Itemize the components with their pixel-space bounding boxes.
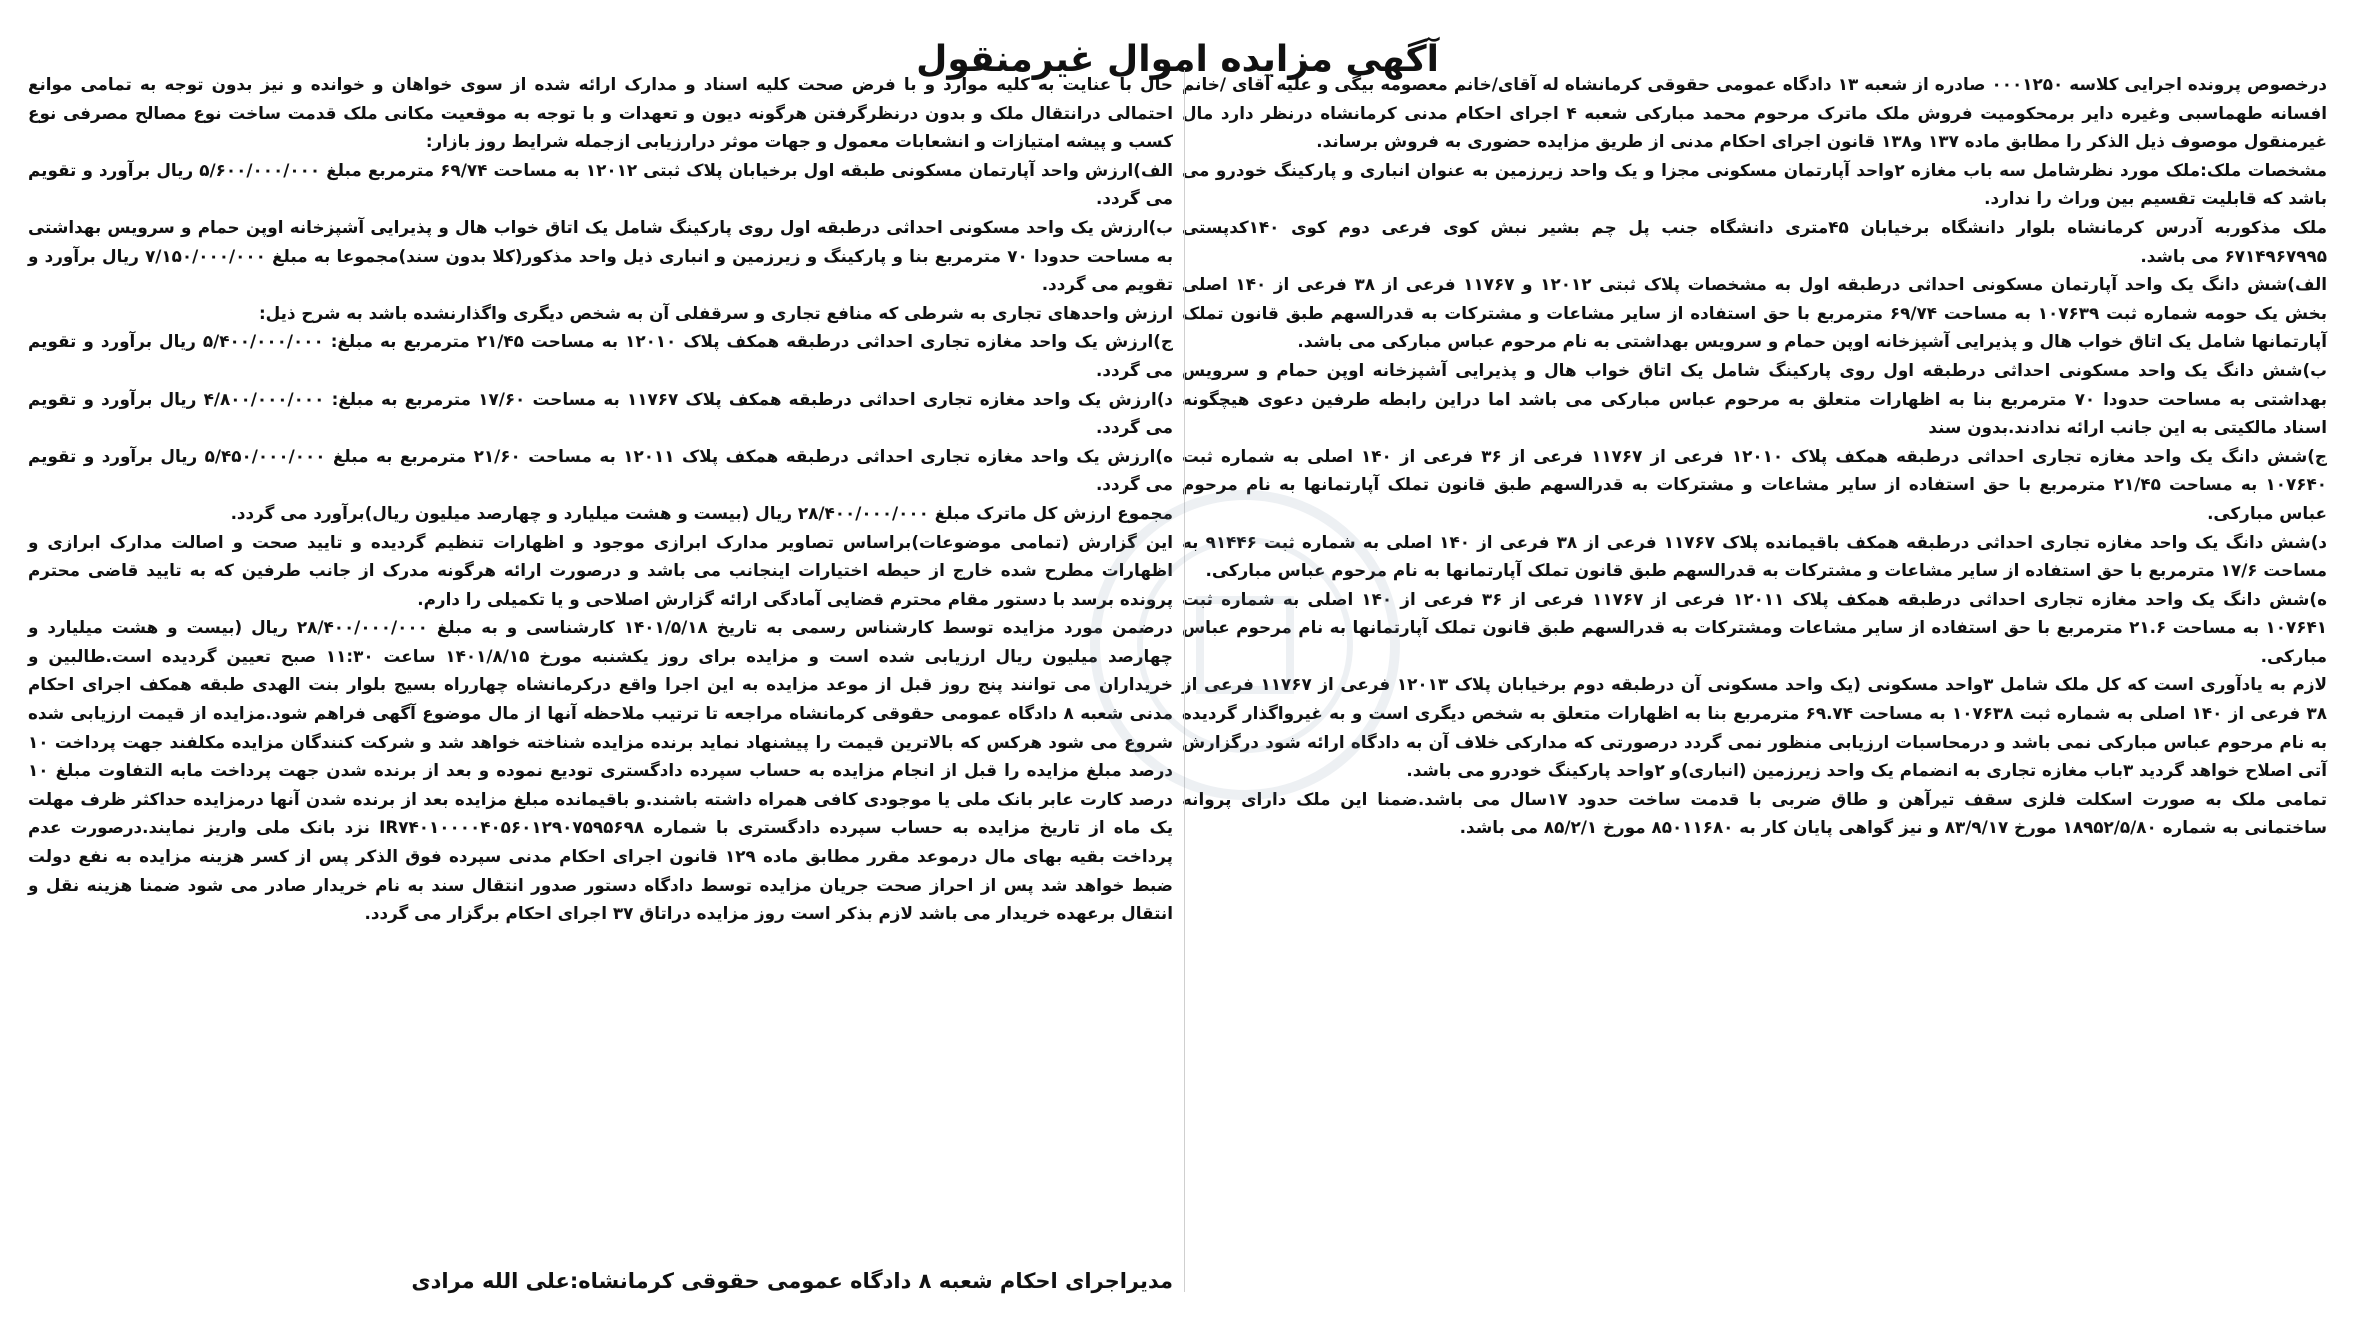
paragraph: درضمن مورد مزایده توسط کارشناس رسمی به تاریخ ۱۴۰۱/۵/۱۸ کارشناسی و به مبلغ ۲۸/۴۰۰/۰۰۰/۰۰۰ ریال (بیست و هشت میلیارد و چهارصد میلیون ریال ارزیابی شده است و مزایده برای روز یکشنبه مورخ ۱۴۰۱/۸/۱۵ ساعت ۱۱:۳۰ صبح تعیین گردیده است.طالبین و خریداران می توانند پنج روز قبل از موعد مزایده به این اجرا واقع درکرمانشاه چهارراه بسیج بلوار بنت الهدی طبقه همکف اجرای احکام مدنی شعبه ۸ دادگاه عمومی حقوقی کرمانشاه مراجعه تا ترتیب ملاحظه آنها از مال موضوع آگهی فراهم شود.مزایده از قیمت ارزیابی شده شروع می شود هرکس که بالاترین قیمت را پیشنهاد نماید برنده مزایده شناخته خواهد شد و شرکت کنندگان مزایده مکلفند جهت پرداخت ۱۰ درصد مبلغ مزایده را قبل از انجام مزایده به حساب سپرده دادگستری تودیع نموده و بعد از برنده شدن جهت پرداخت مابه التفاوت مبلغ ۱۰ درصد کارت عابر بانک ملی یا موجودی کافی همراه داشته باشند.و باقیمانده مبلغ مزایده بعد از برنده شدن آنها درمزایده حداکثر ظرف مهلت یک ماه از تاریخ مزایده به حساب سپرده دادگستری با شماره IR۷۴۰۱۰۰۰۰۴۰۵۶۰۱۲۹۰۷۵۹۵۶۹۸ نزد بانک ملی واریز نمایند.درصورت عدم پرداخت بقیه بهای مال درموعد مقرر مطابق ماده ۱۲۹ قانون اجرای احکام مدنی سپرده فوق الذکر پس از کسر هزینه مزایده به نفع دولت ضبط خواهد شد پس از احراز صحت جریان مزایده توسط دادگاه دستور صدور انتقال سند به نام خریدار صادر می شود ضمنا هزینه نقل و انتقال برعهده خریدار می باشد لازم بذکر است روز مزایده دراتاق ۳۷ اجرای احکام برگزار می گردد.: [28, 617, 1173, 924]
paragraph: ه)ارزش یک واحد مغازه تجاری احداثی درطبقه همکف پلاک ۱۲۰۱۱ به مساحت ۲۱/۶۰ مترمربع به مبلغ ۵/۴۵۰/۰۰۰/۰۰۰ ریال برآورد و تقویم می گردد.: [28, 445, 1173, 495]
paragraph: تمامی ملک به صورت اسکلت فلزی سقف تیرآهن و طاق ضربی با قدمت ساخت حدود ۱۷سال می باشد.ضمنا این ملک دارای پروانه ساختمانی به شماره ۱۸۹۵۲/۵/۸۰ مورخ ۸۳/۹/۱۷ و نیز گواهی پایان کار به ۸۵۰۱۱۶۸۰ مورخ ۸۵/۲/۱ می باشد.: [1182, 788, 2327, 838]
paragraph: ج)شش دانگ یک واحد مغازه تجاری احداثی درطبقه همکف پلاک ۱۲۰۱۰ فرعی از ۱۱۷۶۷ فرعی از ۳۶ فرعی از ۱۴۰ اصلی به شماره ثبت ۱۰۷۶۴۰ به مساحت ۲۱/۴۵ مترمربع با حق استفاده از سایر مشاعات و مشترکات به قدرالسهم طبق قانون تملک آپارتمانها به نام مرحوم عباس مبارکی.: [1182, 445, 2328, 523]
right-column: [1182, 70, 2327, 842]
column-divider: [1184, 70, 1185, 1292]
paragraph: حال با عنایت به کلیه موارد و با فرض صحت کلیه اسناد و مدارک ارائه شده از سوی خواهان و خوانده و نیز بدون توجه به تمامی موانع احتمالی درانتقال ملک و بدون درنظرگرفتن هرگونه دیون و تعهدات و با توجه به موقعیت مکانی ملک قدمت ساخت نوع مصالح مصرفی نوع کسب و پیشه امتیازات و انشعابات معمول و جهات موثر درارزیابی ازجمله شرایط روز بازار:: [28, 74, 1173, 152]
paragraph: د)ارزش یک واحد مغازه تجاری احداثی درطبقه همکف پلاک ۱۱۷۶۷ به مساحت ۱۷/۶۰ مترمربع به مبلغ: ۴/۸۰۰/۰۰۰/۰۰۰ ریال برآورد و تقویم می گردد.: [28, 388, 1174, 438]
paragraph: ب)ارزش یک واحد مسکونی احداثی درطبقه اول روی پارکینگ شامل یک اتاق خواب هال و پذیرایی آشپزخانه اوپن حمام و سرویس بهداشتی به مساحت حدودا ۷۰ مترمربع بنا و پارکینگ و زیرزمین و انباری ذیل واحد مذکور(کلا بدون سند)مجموعا به مبلغ ۷/۱۵۰/۰۰۰/۰۰۰ ریال برآورد و تقویم می گردد.: [28, 216, 1174, 295]
paragraph: ه)شش دانگ یک واحد مغازه تجاری احداثی درطبقه همکف پلاک ۱۲۰۱۱ فرعی از ۱۱۷۶۷ فرعی از ۳۶ فرعی از ۱۴۰ اصلی به شماره ثبت ۱۰۷۶۴۱ به مساحت ۲۱.۶ مترمربع با حق استفاده از سایر مشاعات ومشترکات به قدرالسهم طبق قانون تملک آپارتمانها به نام مرحوم عباس مبارکی.: [1182, 588, 2327, 666]
paragraph: این گزارش (تمامی موضوعات)براساس تصاویر مدارک ابرازی موجود و اظهارات تنظیم گردیده و تایید صحت و اصالت مدارک ابرازی و اظهارات مطرح شده خارج از حیطه اختیارات اینجانب می باشد و درصورت ارائه هرگونه مدرک از جانب طرفین که به تایید قاضی محترم پرونده برسد با دستور مقام محترم قضایی آمادگی ارائه گزارش اصلاحی و یا تکمیلی را دارم.: [28, 531, 1173, 609]
paragraph: ب)شش دانگ یک واحد مسکونی احداثی درطبقه اول روی پارکینگ شامل یک اتاق خواب هال و پذیرایی آشپزخانه اوپن حمام و سرویس بهداشتی به مساحت حدودا ۷۰ مترمربع بنا به اظهارات متعلق به مرحوم عباس مبارکی می باشد اما دراین رابطه طرفین دعوی هیچگونه اسناد مالکیتی به این جانب ارائه ندادند.بدون سند: [1182, 359, 2327, 438]
paragraph: الف)شش دانگ یک واحد آپارتمان مسکونی احداثی درطبقه اول به مشخصات پلاک ثبتی ۱۲۰۱۲ و ۱۱۷۶۷ فرعی از ۳۸ فرعی از ۱۴۰ اصلی بخش یک حومه شماره ثبت ۱۰۷۶۳۹ به مساحت ۶۹/۷۴ مترمربع با حق استفاده از سایر مشاعات و مشترکات به قدرالسهم طبق قانون تملک آپارتمانها شامل یک اتاق خواب هال و پذیرایی آشپزخانه اوپن حمام و سرویس بهداشتی به نام مرحوم عباس مبارکی می باشد.: [1182, 274, 2328, 352]
notice-title: آگهی مزایده اموال غیرمنقول: [916, 39, 1439, 81]
paragraph: درخصوص پرونده اجرایی کلاسه ۰۰۰۱۲۵۰ صادره از شعبه ۱۳ دادگاه عمومی حقوقی کرمانشاه له آقای/خانم معصومه بیگی و علیه آقای /خانم افسانه طهماسبی وغیره دایر برمحکومیت فروش ملک ماترک مرحوم محمد مبارکی شعبه ۴ اجرای احکام مدنی کرمانشاه درنظر دارد مال غیرمنقول موصوف ذیل الذکر را مطابق ماده ۱۳۷ و۱۳۸ قانون اجرای احکام مدنی از طریق مزایده حضوری به فروش برساند.: [1182, 74, 2328, 152]
left-column: [28, 70, 1173, 928]
paragraph: مجموع ارزش کل ماترک مبلغ ۲۸/۴۰۰/۰۰۰/۰۰۰ ریال (بیست و هشت میلیارد و چهارصد میلیون ریال)برآورد می گردد.: [230, 502, 1173, 523]
paragraph: ارزش واحدهای تجاری به شرطی که منافع تجاری و سرقفلی آن به شخص دیگری واگذارنشده باشد به شرح ذیل:: [258, 302, 1173, 323]
signature-line: مدیراجرای احکام شعبه ۸ دادگاه عمومی حقوقی کرمانشاه:علی الله مرادی: [411, 1269, 1173, 1293]
paragraph: مشخصات ملک:ملک مورد نظرشامل سه باب مغازه ۲واحد آپارتمان مسکونی مجزا و یک واحد زیرزمین به عنوان انباری و پارکینگ خودرو می باشد که قابلیت تقسیم بین وراث را ندارد.: [1182, 159, 2327, 209]
paragraph: ملک مذکوربه آدرس کرمانشاه بلوار دانشگاه برخیابان ۴۵متری دانشگاه جنب پل چم بشیر نبش کوی فرعی دوم کوی ۱۴۰کدپستی ۶۷۱۴۹۶۷۹۹۵ می باشد.: [1182, 216, 2327, 266]
paragraph: ج)ارزش یک واحد مغازه تجاری احداثی درطبقه همکف پلاک ۱۲۰۱۰ به مساحت ۲۱/۴۵ مترمربع به مبلغ: ۵/۴۰۰/۰۰۰/۰۰۰ ریال برآورد و تقویم می گردد.: [28, 331, 1173, 380]
paragraph: د)شش دانگ یک واحد مغازه تجاری احداثی درطبقه همکف باقیمانده پلاک ۱۱۷۶۷ فرعی از ۳۸ فرعی از ۱۴۰ اصلی به شماره ثبت ۹۱۴۴۶ به مساحت ۱۷/۶ مترمربع با حق استفاده از سایر مشاعات و مشترکات به قدرالسهم طبق قانون تملک آپارتمانها به نام مرحوم عباس مبارکی.: [1182, 531, 2328, 581]
paragraph: الف)ارزش واحد آپارتمان مسکونی طبقه اول برخیابان پلاک ثبتی ۱۲۰۱۲ به مساحت ۶۹/۷۴ مترمربع مبلغ ۵/۶۰۰/۰۰۰/۰۰۰ ریال برآورد و تقویم می گردد.: [28, 159, 1173, 209]
paragraph: لازم به یادآوری است که کل ملک شامل ۳واحد مسکونی (یک واحد مسکونی آن درطبقه دوم برخیابان پلاک ۱۲۰۱۳ فرعی از ۱۱۷۶۷ فرعی از ۳۸ فرعی از ۱۴۰ اصلی به شماره ثبت ۱۰۷۶۳۸ به مساحت ۶۹.۷۴ مترمربع بنا به اظهارات متعلق به شخص دیگری است و به غیرواگذار گردیده به نام مرحوم عباس مبارکی نمی باشد و درمحاسبات ارزیابی منظور نمی گردد درصورتی که مدارکی خلاف آن به دادگاه ارائه شود درگزارش آتی اصلاح خواهد گردید ۳باب مغازه تجاری به انضمام یک واحد زیرزمین (انباری)و ۲واحد پارکینگ خودرو می باشد.: [1182, 674, 2328, 781]
